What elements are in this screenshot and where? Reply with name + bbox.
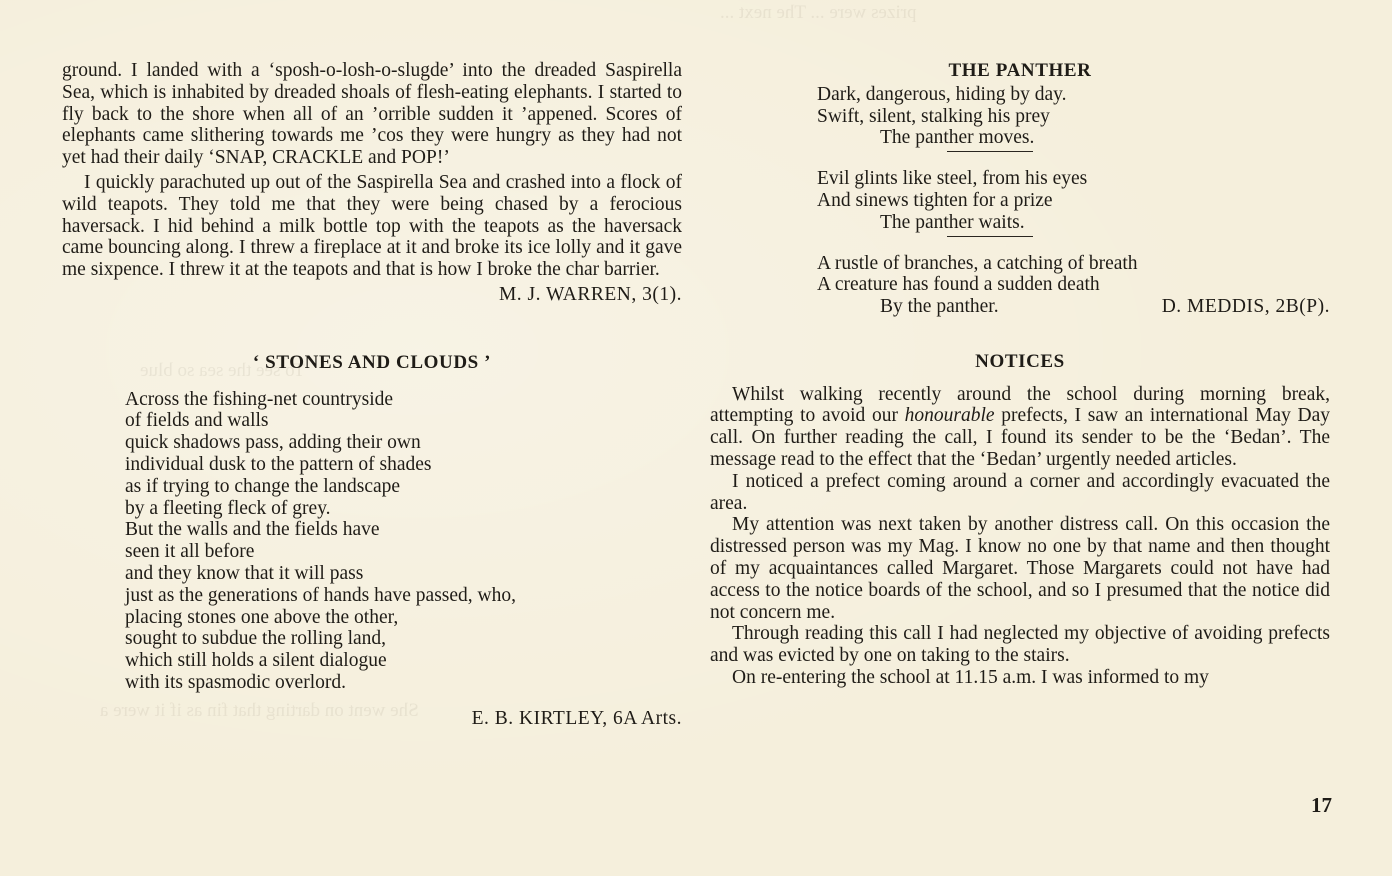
poem-line: just as the generations of hands have passed, who, — [125, 584, 516, 606]
poem-refrain: By the panther. — [880, 296, 999, 318]
poem-line: by a fleeting fleck of grey. — [125, 497, 331, 519]
story-paragraph: I quickly parachuted up out of the Saspirella Sea and crashed into a flock of wild teapots. They told me that they were being chased by a ferocious haversack. I hid behind a milk bottle top with the teapots as the haversack came bouncing along. I threw a fireplace at it and broke its ice lolly and it gave me sixpence. I threw it at the teapots and that is how I broke the char barrier. — [62, 171, 682, 281]
notices-paragraph: Through reading this call I had neglected my objective of avoiding prefects and was evicted by one on taking to the stairs. — [710, 623, 1330, 667]
notices-paragraph: On re-entering the school at 11.15 a.m. I was informed to my — [732, 666, 1209, 688]
poem-author: E. B. KIRTLEY, 6A Arts. — [471, 707, 682, 729]
poem-line: Swift, silent, stalking his prey — [817, 105, 1050, 127]
poem-line: sought to subdue the rolling land, — [125, 628, 387, 650]
poem-body — [62, 389, 682, 694]
poem-body — [710, 84, 1330, 318]
poem-author: D. MEDDIS, 2B(P). — [1161, 295, 1330, 317]
notices-paragraph: I noticed a prefect coming around a corner and accordingly evacuated the area. — [710, 470, 1330, 514]
story-paragraph: ground. I landed with a ‘sposh-o-losh-o-slugde’ into the dreaded Saspirella Sea, which is inhabited by dreaded shoals of flesh-eating elephants. I started to fly back to the shore when all of an ’orrible sudden it ’appened. Scores of elephants came slithering towards me ’cos they were hungry as they had not yet had their daily ‘SNAP, CRACKLE and POP!’ — [62, 60, 682, 169]
poem-line: seen it all before — [125, 541, 255, 563]
bleed-through-text: To see the sea so blue — [140, 360, 305, 381]
poem-refrain: The panther waits. — [880, 211, 1025, 233]
poem-line: Across the fishing-net countryside — [125, 388, 394, 410]
notices-paragraph: My attention was next taken by another distress call. On this occasion the distressed person was my Mag. I know no one by that name and then thought of my acquaintances called Margaret. Those Margarets could not have had access to the notice boards of the school, and so I presumed that the notice did not concern me. — [710, 514, 1330, 623]
poem-title: ‘ STONES AND CLOUDS ’ — [252, 351, 492, 373]
poem-refrain: The panther moves. — [880, 127, 1035, 149]
poem-line: A creature has found a sudden death — [817, 274, 1100, 296]
right-column — [710, 60, 1330, 689]
poem-line: quick shadows pass, adding their own — [125, 432, 421, 454]
poem-line: placing stones one above the other, — [125, 606, 399, 628]
poem-line: with its spasmodic overlord. — [125, 671, 346, 693]
poem-title: THE PANTHER — [948, 60, 1092, 81]
poem-line: which still holds a silent dialogue — [125, 650, 387, 672]
poem-line: And sinews tighten for a prize — [817, 189, 1053, 211]
bleed-through-text: prizes were ... The next ... — [720, 2, 917, 23]
story-author: M. J. WARREN, 3(1). — [498, 283, 682, 305]
poem-line: Evil glints like steel, from his eyes — [817, 168, 1088, 190]
poem-line: individual dusk to the pattern of shades — [125, 453, 432, 475]
poem-line: Dark, dangerous, hiding by day. — [817, 83, 1067, 105]
poem-line: A rustle of branches, a catching of breath — [817, 252, 1138, 274]
bleed-through-text: She went on darting that fin as if it were a — [100, 700, 419, 721]
page-number: 17 — [1311, 793, 1332, 817]
poem-line: of fields and walls — [125, 410, 269, 432]
poem-line: But the walls and the fields have — [125, 519, 380, 541]
left-column — [62, 60, 682, 730]
poem-line: and they know that it will pass — [125, 562, 364, 584]
section-title: NOTICES — [975, 350, 1065, 372]
emphasis-text: honourable — [904, 405, 995, 427]
poem-line: as if trying to change the landscape — [125, 475, 401, 497]
notices-paragraph: Whilst walking recently around the school during morning break, attempting to avoid our honourable prefects, I saw an international May Day call. On further reading the call, I found its sender to be the ‘Bedan’. The message read to the effect that the ‘Bedan’ urgently needed articles. — [710, 383, 1330, 470]
